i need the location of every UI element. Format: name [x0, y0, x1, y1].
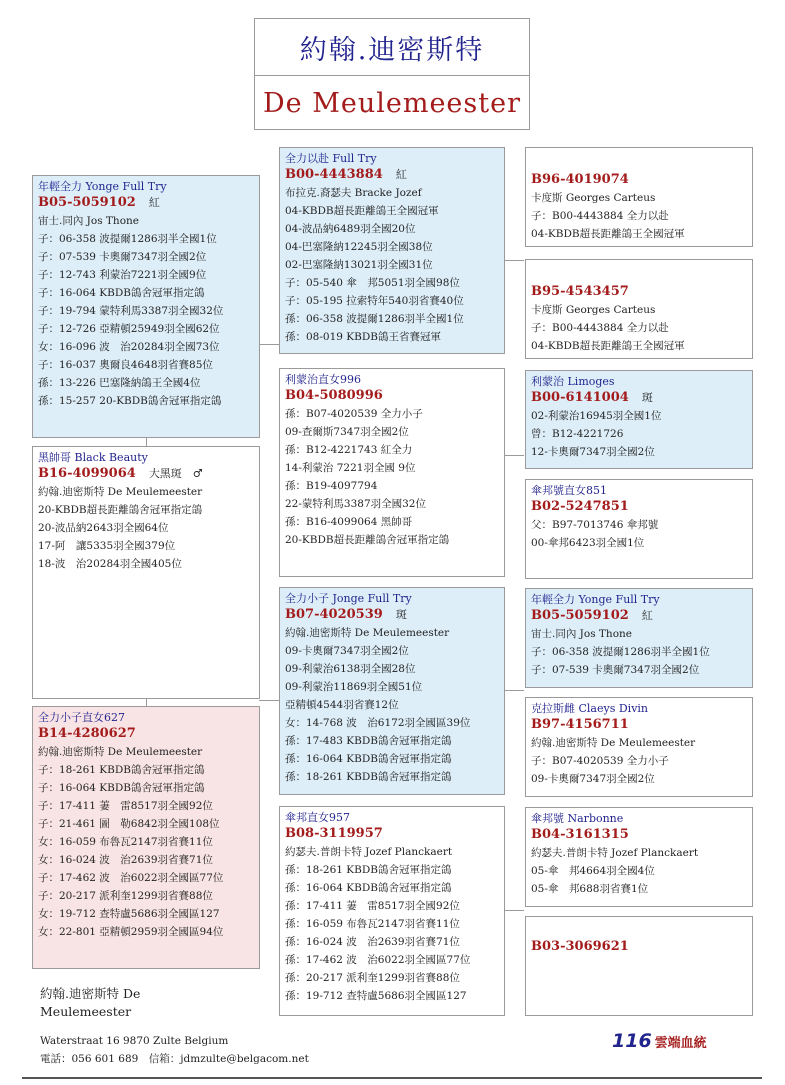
owner-name-line: Meulemeester [40, 1004, 132, 1019]
pedigree-box-sdd [525, 479, 753, 579]
pedigree-header [254, 18, 530, 130]
info-line: 孫：06-358 波提爾1286羽半全國1位 [285, 313, 464, 325]
brand-logo [612, 1030, 707, 1052]
info-line: 子：B07-4020539 全力小子 [531, 755, 669, 767]
info-line: 女：19-712 查特盧5686羽全國區127 [38, 908, 220, 920]
info-line: 子：16-037 奧爾良4648羽省賽85位 [38, 359, 213, 371]
info-line: 子：B00-4443884 全力以赴 [531, 210, 669, 222]
info-line: 02-巴塞隆納13021羽全國31位 [285, 259, 433, 271]
info-line: 父：B97-7013746 傘邦號 [531, 519, 659, 531]
info-line: 09-利蒙治6138羽全國28位 [285, 663, 416, 675]
info-line: 子：B00-4443884 全力以赴 [531, 322, 669, 334]
info-line: 22-蒙特利馬3387羽全國32位 [285, 498, 426, 510]
connector-line [146, 437, 147, 446]
pedigree-box-dam [32, 706, 260, 969]
info-line: 04-KBDB超長距離鴿王全國冠軍 [285, 205, 439, 217]
ring-number-row [531, 389, 747, 407]
info-line: 09-查爾斯7347羽全國2位 [285, 426, 409, 438]
connector-line [504, 455, 524, 456]
pedigree-box-dam-sire [279, 587, 505, 795]
info-line: 女：16-024 波 治2639羽省賽71位 [38, 854, 213, 866]
pedigree-box-ddd [525, 916, 753, 1016]
info-line: 孫：17-483 KBDB鴿舍冠軍指定鴿 [285, 735, 452, 747]
info-line: 子：16-064 KBDB鴿舍冠軍指定鴿 [38, 287, 205, 299]
info-line: 18-波 治20284羽全國405位 [38, 558, 182, 570]
pigeon-name: 年輕全力 Yonge Full Try [38, 180, 167, 193]
info-line: 05-傘 邦4664羽全國4位 [531, 865, 655, 877]
info-line: 子：17-462 波 治6022羽全國區77位 [38, 872, 224, 884]
info-line: 子：06-358 波提爾1286羽半全國1位 [38, 233, 217, 245]
ring-number: B05-5059102 [38, 195, 136, 210]
ring-number: B04-3161315 [531, 827, 629, 842]
info-line: 17-阿 讓5335羽全國379位 [38, 540, 176, 552]
ring-number: B05-5059102 [531, 608, 629, 623]
ring-number-row [285, 606, 499, 624]
ring-number: B96-4019074 [531, 172, 629, 187]
info-line: 04-波品納6489羽全國20位 [285, 223, 416, 235]
pigeon-name: 全力以赴 Full Try [285, 152, 377, 165]
info-line: 女：16-059 布魯瓦2147羽省賽11位 [38, 836, 213, 848]
info-line: 孫：16-064 KBDB鴿舍冠軍指定鴿 [285, 882, 452, 894]
ring-number: B04-5080996 [285, 388, 383, 403]
pigeon-name: 傘邦直女957 [285, 811, 350, 824]
ring-number: B07-4020539 [285, 607, 383, 622]
pigeon-name: 年輕全力 Yonge Full Try [531, 593, 660, 606]
ring-number-row [285, 166, 499, 184]
info-line: 約翰.迪密斯特 De Meulemeester [38, 746, 203, 758]
pigeon-name: 利蒙治直女996 [285, 373, 361, 386]
info-line: 亞精頓4544羽省賽12位 [285, 699, 399, 711]
info-line: 09-利蒙治11869羽全國51位 [285, 681, 423, 693]
ring-number: B03-3069621 [531, 939, 629, 954]
info-line: 子：20-217 派利奎1299羽省賽88位 [38, 890, 213, 902]
info-line: 20-KBDB超長距離鴿舍冠軍指定鴿 [285, 534, 450, 546]
info-line: 00-傘邦6423羽全國1位 [531, 537, 645, 549]
pedigree-box-ssd [525, 259, 753, 359]
info-line: 孫：18-261 KBDB鴿舍冠軍指定鴿 [285, 864, 452, 876]
connector-line [259, 344, 280, 345]
info-line: 孫：13-226 巴塞隆納鴿王全國4位 [38, 377, 201, 389]
pedigree-box-sss [525, 147, 753, 247]
info-line: 子：16-064 KBDB鴿舍冠軍指定鴿 [38, 782, 205, 794]
ring-number-row [38, 194, 254, 212]
info-line: 布拉克.裔瑟夫 Bracke Jozef [285, 187, 422, 199]
info-line: 約瑟夫.普朗卡特 Jozef Planckaert [285, 846, 453, 858]
pigeon-name: 黑帥哥 Black Beauty [38, 451, 148, 464]
info-line: 02-利蒙治16945羽全國1位 [531, 410, 662, 422]
pedigree-box-dsd [525, 697, 753, 797]
info-line: 09-卡奧爾7347羽全國2位 [285, 645, 409, 657]
info-line: 宙士.同內 Jos Thone [38, 215, 139, 227]
info-line: 子：19-794 蒙特利馬3387羽全國32位 [38, 305, 224, 317]
pedigree-box-dss [525, 588, 753, 688]
info-line: 孫：B16-4099064 黑帥哥 [285, 516, 413, 528]
ring-number: B08-3119957 [285, 826, 383, 841]
info-line: 20-波品納2643羽全國64位 [38, 522, 169, 534]
pigeon-color: 大黑斑 ♂ [148, 467, 203, 480]
info-line: 子：07-539 卡奧爾7347羽全國2位 [531, 664, 700, 676]
connector-line [504, 690, 524, 691]
pigeon-color: 紅 [641, 609, 653, 622]
info-line: 孫：17-411 萋 雷8517羽全國92位 [285, 900, 460, 912]
connector-line [146, 698, 147, 706]
pigeon-name: 傘邦號直女851 [531, 484, 607, 497]
info-line: 孫：B19-4097794 [285, 480, 378, 492]
pigeon-color: 斑 [395, 608, 407, 621]
info-line: 女：22-801 亞精頓2959羽全國區94位 [38, 926, 224, 938]
info-line: 04-KBDB超長距離鴿王全國冠軍 [531, 228, 685, 240]
ring-number: B95-4543457 [531, 284, 629, 299]
ring-number: B97-4156711 [531, 717, 629, 732]
pigeon-color: 紅 [148, 196, 160, 209]
info-line: 子：05-540 傘 邦5051羽全國98位 [285, 277, 460, 289]
info-line: 子：12-726 亞精頓25949羽全國62位 [38, 323, 220, 335]
info-line: 約翰.迪密斯特 De Meulemeester [285, 627, 450, 639]
info-line: 子：05-195 拉索特年540羽省賽40位 [285, 295, 464, 307]
pigeon-color: 斑 [641, 391, 653, 404]
info-line: 曾：B12-4221726 [531, 428, 624, 440]
info-line: 孫：15-257 20-KBDB鴿舍冠軍指定鴿 [38, 395, 222, 407]
owner-name-cn: 約翰.迪密斯特 [255, 19, 529, 76]
info-line: 宙士.同內 Jos Thone [531, 628, 632, 640]
ring-number-row [38, 465, 254, 483]
ring-number: B14-4280627 [38, 726, 136, 741]
pedigree-box-sire-sire [279, 147, 505, 354]
pedigree-box-dam-dam [279, 806, 505, 1016]
info-line: 卡度斯 Georges Carteus [531, 192, 656, 204]
pigeon-name: 克拉斯雌 Claeys Divin [531, 702, 649, 715]
info-line: 孫：16-024 波 治2639羽省賽71位 [285, 936, 460, 948]
ring-number: B00-4443884 [285, 167, 383, 182]
info-line: 女：16-096 波 治20284羽全國73位 [38, 341, 220, 353]
info-line: 子：06-358 波提爾1286羽半全國1位 [531, 646, 710, 658]
connector-line [504, 910, 524, 911]
owner-name-line: 約翰.迪密斯特 De [40, 986, 141, 1001]
pigeon-name: 全力小子 Jonge Full Try [285, 592, 412, 605]
info-line: 孫：16-064 KBDB鴿舍冠軍指定鴿 [285, 753, 452, 765]
ring-number: B16-4099064 [38, 466, 136, 481]
info-line: 子：07-539 卡奧爾7347羽全國2位 [38, 251, 207, 263]
info-line: 14-利蒙治 7221羽全國 9位 [285, 462, 416, 474]
info-line: 孫：18-261 KBDB鴿舍冠軍指定鴿 [285, 771, 452, 783]
info-line: 子：17-411 萋 雷8517羽全國92位 [38, 800, 213, 812]
info-line: 孫：08-019 KBDB鴿王省賽冠軍 [285, 331, 441, 343]
info-line: 女：14-768 波 治6172羽全國區39位 [285, 717, 471, 729]
info-line: 約瑟夫.普朗卡特 Jozef Planckaert [531, 847, 699, 859]
info-line: 09-卡奧爾7347羽全國2位 [531, 773, 655, 785]
footer-divider [22, 1077, 762, 1079]
info-line: 04-KBDB超長距離鴿王全國冠軍 [531, 340, 685, 352]
info-line: 05-傘 邦688羽省賽1位 [531, 883, 649, 895]
connector-line [504, 260, 524, 261]
pedigree-box-sire-dam [279, 368, 505, 577]
info-line: 約翰.迪密斯特 De Meulemeester [38, 486, 203, 498]
owner-name-en: De Meulemeester [263, 88, 521, 119]
info-line: 孫：B12-4221743 紅全力 [285, 444, 413, 456]
info-line: 孫：B07-4020539 全力小子 [285, 408, 423, 420]
info-line: 子：21-461 圖 勒6842羽全國108位 [38, 818, 220, 830]
pedigree-box-sire [32, 175, 260, 438]
logo-text: 雲端血統 [654, 1036, 707, 1051]
pedigree-box-dds [525, 807, 753, 907]
info-line: 孫：16-059 布魯瓦2147羽省賽11位 [285, 918, 460, 930]
connector-line [259, 700, 280, 701]
logo-number: 116 [612, 1030, 652, 1052]
info-line: 20-KBDB超長距離鴿舍冠軍指定鴿 [38, 504, 203, 516]
info-line: 卡度斯 Georges Carteus [531, 304, 656, 316]
ring-number: B00-6141004 [531, 390, 629, 405]
pigeon-name: 全力小子直女627 [38, 711, 125, 724]
ring-number-row [531, 607, 747, 625]
info-line: 12-卡奧爾7347羽全國2位 [531, 446, 655, 458]
pigeon-color: 紅 [395, 168, 407, 181]
pedigree-box-subject [32, 446, 260, 699]
info-line: 04-巴塞隆納12245羽全國38位 [285, 241, 433, 253]
info-line: 子：12-743 利蒙治7221羽全國9位 [38, 269, 207, 281]
info-line: 孫：19-712 查特盧5686羽全國區127 [285, 990, 467, 1002]
pedigree-box-sds [525, 370, 753, 469]
info-line: 子：18-261 KBDB鴿舍冠軍指定鴿 [38, 764, 205, 776]
owner-address: Waterstraat 16 9870 Zulte Belgium [40, 1035, 229, 1047]
owner-name [40, 985, 200, 1021]
info-line: 孫：17-462 波 治6022羽全國區77位 [285, 954, 471, 966]
info-line: 孫：20-217 派利奎1299羽省賽88位 [285, 972, 460, 984]
info-line: 約翰.迪密斯特 De Meulemeester [531, 737, 696, 749]
owner-phone-email: 電話：056 601 689 信箱：jdmzulte@belgacom.net [40, 1053, 309, 1065]
pigeon-name: 利蒙治 Limoges [531, 375, 615, 388]
owner-contact [40, 1032, 309, 1068]
ring-number: B02-5247851 [531, 499, 629, 514]
pigeon-name: 傘邦號 Narbonne [531, 812, 624, 825]
